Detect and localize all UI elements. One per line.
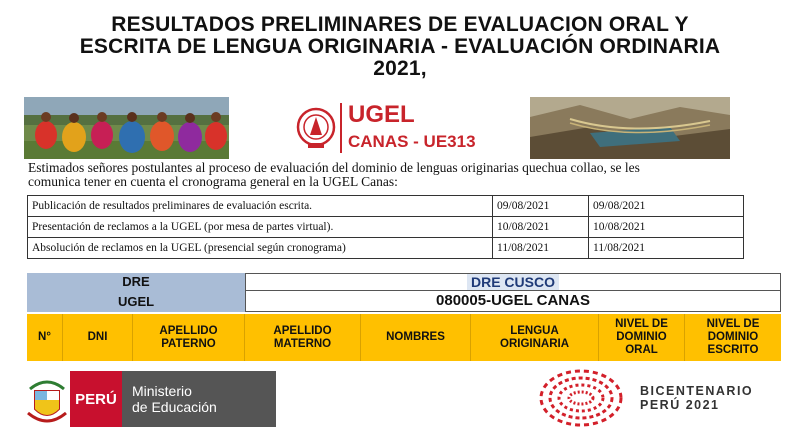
ugel-seal-icon	[296, 105, 336, 151]
schedule-end-date: 10/08/2021	[589, 217, 744, 238]
schedule-end-date: 09/08/2021	[589, 196, 744, 217]
schedule-end-date: 11/08/2021	[589, 238, 744, 259]
bicentenario-logo-icon	[536, 366, 626, 430]
schedule-row	[28, 196, 744, 217]
ugel-value: 080005-UGEL CANAS	[245, 291, 781, 312]
dancers-photo	[24, 97, 229, 159]
schedule-activity: Publicación de resultados preliminares de evaluación escrita.	[28, 196, 493, 217]
page-title: RESULTADOS PRELIMINARES DE EVALUACION ORAL Y ESCRITA DE LENGUA ORIGINARIA - EVALUACIÓN ORDINARIA 2021,	[79, 13, 721, 80]
schedule-activity: Presentación de reclamos a la UGEL (por mesa de partes virtual).	[28, 217, 493, 238]
logo-divider	[340, 103, 342, 153]
header-lengua-originaria: LENGUA ORIGINARIA	[471, 314, 599, 361]
schedule-row	[28, 238, 744, 259]
ugel-logo-name: UGEL	[348, 101, 415, 128]
schedule-row	[28, 217, 744, 238]
ministerio-label: Ministerio de Educación	[132, 383, 217, 415]
bicentenario-label: BICENTENARIO PERÚ 2021	[640, 384, 754, 412]
header-nivel-oral: NIVEL DE DOMINIO ORAL	[599, 314, 685, 361]
schedule-activity: Absolución de reclamos en la UGEL (presencial según cronograma)	[28, 238, 493, 259]
peru-label: PERÚ	[70, 371, 122, 427]
header-dni: DNI	[63, 314, 133, 361]
intro-text: Estimados señores postulantes al proceso de evaluación del dominio de lenguas originarias quechua collao, se les comunica tener en cuenta el cronograma general en la UGEL Canas:	[28, 160, 640, 189]
ugel-logo-subtitle: CANAS - UE313	[348, 132, 476, 151]
schedule-start-date: 10/08/2021	[493, 217, 589, 238]
header-nivel-escrito: NIVEL DE DOMINIO ESCRITO	[685, 314, 781, 361]
header-apellido-paterno: APELLIDO PATERNO	[133, 314, 245, 361]
schedule-table	[27, 195, 744, 259]
schedule-start-date: 11/08/2021	[493, 238, 589, 259]
header-apellido-materno: APELLIDO MATERNO	[245, 314, 361, 361]
schedule-start-date: 09/08/2021	[493, 196, 589, 217]
ministerio-educacion-logo	[70, 371, 276, 427]
header-nombres: NOMBRES	[361, 314, 471, 361]
peru-coat-of-arms-icon	[24, 373, 70, 429]
header-number: N°	[27, 314, 63, 361]
ugel-canas-logo	[296, 101, 476, 157]
dre-label: DRE	[27, 273, 245, 291]
dre-value: DRE CUSCO	[245, 273, 781, 291]
bridge-landscape-photo	[530, 97, 730, 159]
ugel-label: UGEL	[27, 291, 245, 312]
results-table	[27, 273, 781, 361]
